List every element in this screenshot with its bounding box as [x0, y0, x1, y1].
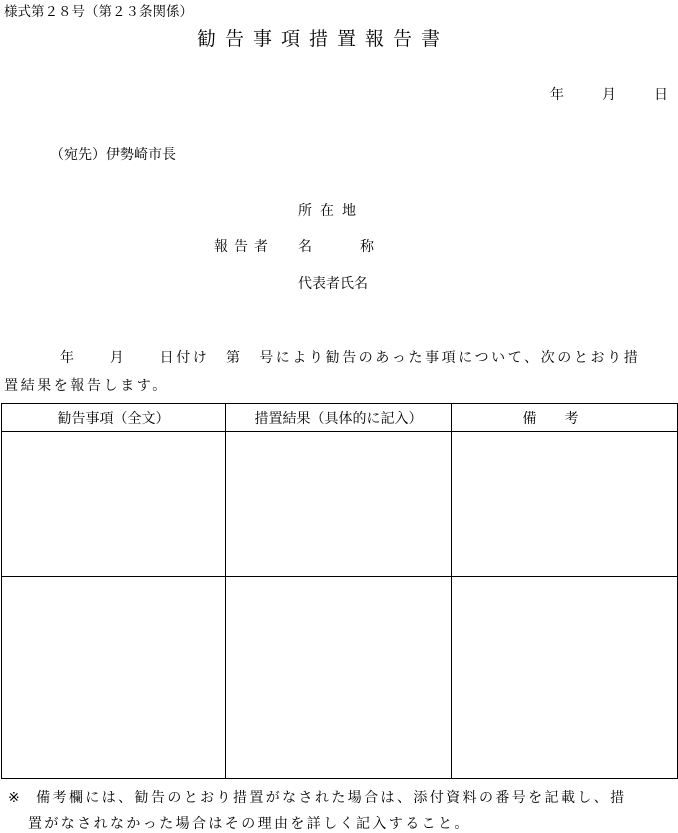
date-year-label: 年: [550, 87, 564, 103]
note-text-line2: 置がなされなかった場合はその理由を詳しく記入すること。: [28, 816, 471, 832]
recommendation-cell[interactable]: [2, 577, 226, 779]
document-title: 勧告事項措置報告書: [197, 28, 450, 50]
table-row: [2, 577, 678, 779]
header-measure-result: 措置結果（具体的に記入）: [226, 404, 452, 432]
recommendation-cell[interactable]: [2, 432, 226, 577]
header-remarks: 備考: [452, 404, 678, 432]
measure-result-cell[interactable]: [226, 432, 452, 577]
note-text-line1: 備考欄には、勧告のとおり措置がなされた場合は、添付資料の番号を記載し、措: [36, 790, 627, 806]
remarks-cell[interactable]: [452, 432, 678, 577]
date-line: [550, 84, 668, 104]
note-mark: ※: [8, 790, 23, 806]
remarks-cell[interactable]: [452, 577, 678, 779]
name-label-part1: 名: [298, 239, 312, 255]
measure-result-cell[interactable]: [226, 577, 452, 779]
addressee: （宛先）伊勢崎市長: [50, 147, 176, 163]
note-line1: [8, 787, 627, 807]
date-month-label: 月: [602, 87, 616, 103]
body-text-line2: 置結果を報告します。: [4, 378, 169, 394]
form-number: 様式第２８号（第２３条関係）: [4, 4, 193, 20]
date-day-label: 日: [654, 87, 668, 103]
reporter-label: 報告者: [214, 239, 274, 255]
body-text-line1: 年 月 日付け 第 号により勧告のあった事項について、次のとおり措: [60, 350, 641, 366]
table-row: [2, 432, 678, 577]
name-label-part2: 称: [360, 239, 374, 255]
location-label: 所在地: [298, 203, 364, 219]
result-table: [1, 403, 678, 779]
header-recommendation: 勧告事項（全文）: [2, 404, 226, 432]
table-header-row: [2, 404, 678, 432]
representative-label: 代表者氏名: [298, 276, 368, 292]
name-label: [298, 236, 374, 256]
